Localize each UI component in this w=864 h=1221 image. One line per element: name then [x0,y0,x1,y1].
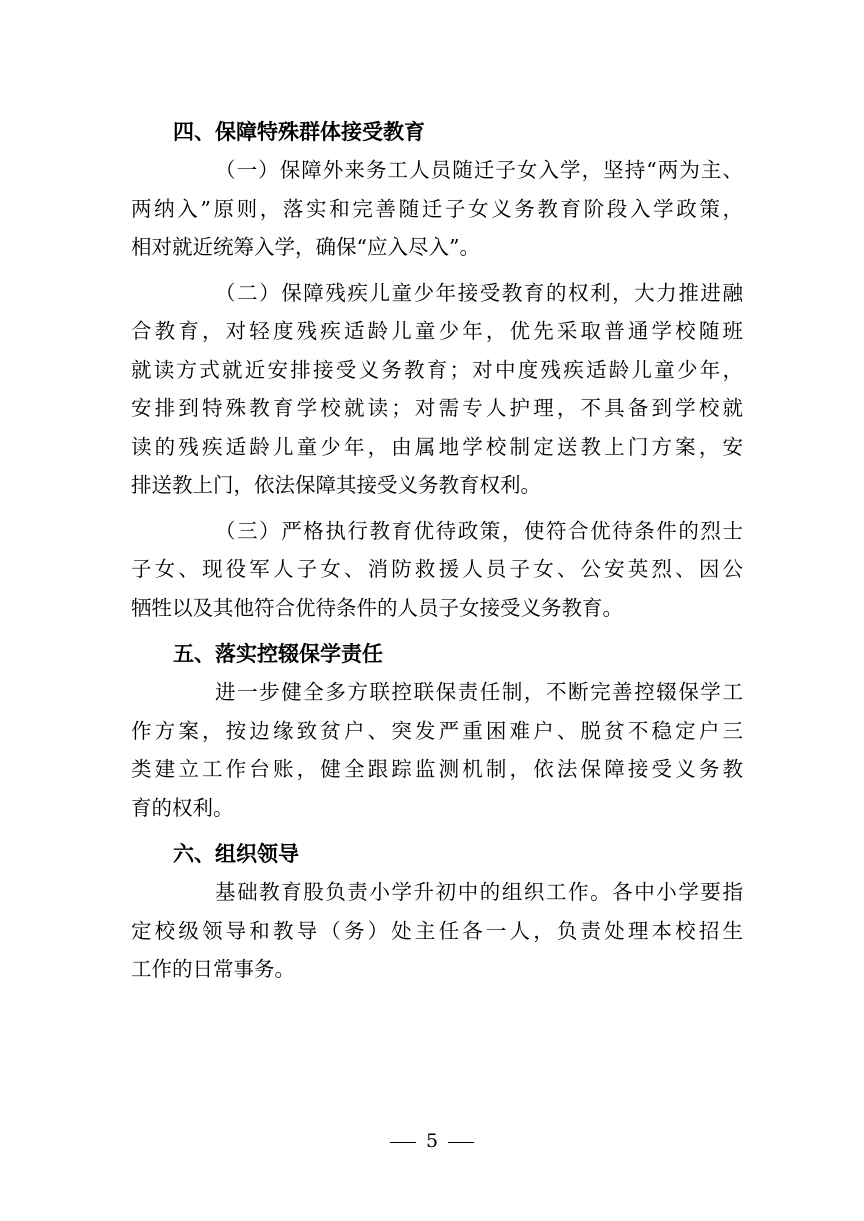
paragraph-4-2 [131,274,743,505]
paragraph-line: 类建立工作台账，健全跟踪监测机制，依法保障接受义务教 [131,757,743,781]
paragraph-line: 就读方式就近安排接受义务教育；对中度残疾适龄儿童少年， [131,357,743,382]
footer-dash-left [390,1142,416,1143]
section-heading-5: 五、落实控辍保学责任 [173,642,383,666]
paragraph-5-1 [131,673,743,827]
paragraph-line: 基础教育股负责小学升初中的组织工作。各中小学要指 [215,880,743,904]
paragraph-4-1 [131,151,743,267]
paragraph-line: 合教育，对轻度残疾适龄儿童少年，优先采取普通学校随班 [131,319,743,343]
paragraph-line: 作方案，按边缘致贫户、突发严重困难户、脱贫不稳定户三 [131,718,743,743]
paragraph-line: （二）保障残疾儿童少年接受教育的权利，大力推进融 [215,280,743,305]
paragraph-line: （一）保障外来务工人员随迁子女入学，坚持“两为主、 [215,158,743,182]
paragraph-line: 子女、现役军人子女、消防救援人员子女、公安英烈、因公 [131,557,743,581]
paragraph-line: 工作的日常事务。 [131,957,295,981]
footer-dash-right [448,1142,474,1143]
paragraph-line: （三）严格执行教育优待政策，使符合优待条件的烈士 [215,518,743,543]
paragraph-6-1 [131,873,743,989]
paragraph-line: 相对就近统筹入学，确保“应入尽入”。 [131,235,480,259]
paragraph-line: 两纳入”原则，落实和完善随迁子女义务教育阶段入学政策， [131,196,743,221]
paragraph-line: 育的权利。 [131,795,234,820]
paragraph-line: 定校级领导和教导（务）处主任各一人，负责处理本校招生 [131,918,743,943]
page-number: 5 [425,1130,439,1152]
paragraph-line: 读的残疾适龄儿童少年，由属地学校制定送教上门方案，安 [131,434,743,459]
paragraph-4-3 [131,512,743,628]
paragraph-line: 进一步健全多方联控联保责任制，不断完善控辍保学工 [215,680,743,704]
paragraph-line: 牺牲以及其他符合优待条件的人员子女接受义务教育。 [131,595,623,620]
document-body [131,113,743,989]
page-footer [0,1130,864,1152]
section-heading-4: 四、保障特殊群体接受教育 [173,120,425,144]
paragraph-line: 安排到特殊教育学校就读；对需专人护理，不具备到学校就 [131,396,743,420]
paragraph-line: 排送教上门，依法保障其接受义务教育权利。 [131,473,541,497]
section-heading-6: 六、组织领导 [173,842,299,866]
